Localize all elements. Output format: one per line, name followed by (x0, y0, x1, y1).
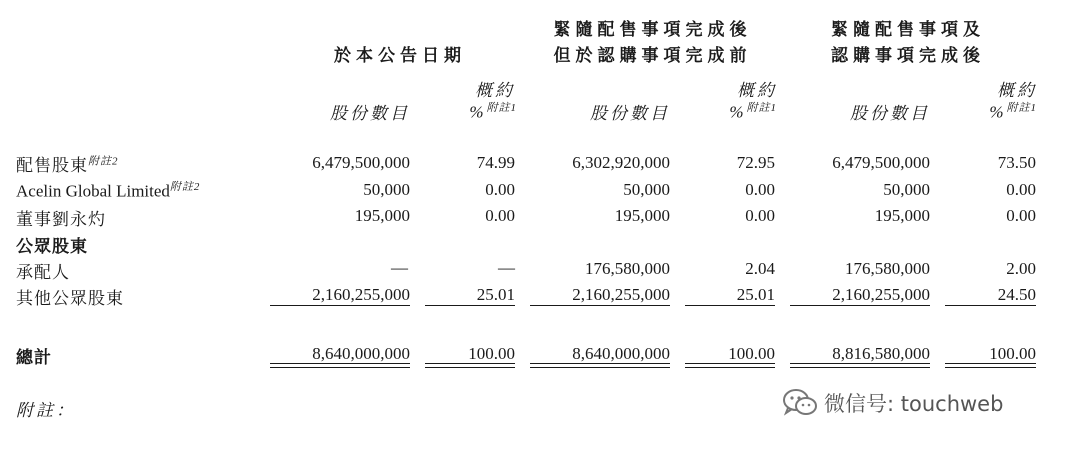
total-rule-g1-pct-b (425, 367, 515, 368)
wechat-icon (782, 388, 818, 418)
subtotal-rule-g1-shares (270, 305, 410, 306)
total-g1-pct: 100.00 (468, 344, 515, 363)
shares-header-g2: 股份數目 (590, 104, 670, 123)
cell-g3-pct: 73.50 (997, 153, 1036, 172)
row-note: 附註2 (88, 155, 119, 168)
row-note: 附註2 (169, 181, 201, 193)
pct-note: 附註1 (746, 102, 777, 114)
total-rule-g3-shares-b (790, 367, 930, 368)
total-g2-shares: 8,640,000,000 (572, 344, 670, 363)
pct-header-g1 (469, 99, 517, 123)
row-label-placees: 承配人 (16, 263, 70, 282)
header-group-1-line-1: 於本公告日期 (334, 46, 466, 65)
cell-g3-shares: 176,580,000 (845, 259, 930, 278)
subtotal-rule-g3-shares (790, 305, 930, 306)
cell-g1-shares: 6,479,500,000 (312, 153, 410, 172)
cell-g2-pct: 72.95 (736, 153, 775, 172)
cell-g3-pct: 24.50 (997, 285, 1036, 304)
cell-g1-shares: 195,000 (354, 206, 410, 225)
total-rule-g3-pct-a (945, 363, 1036, 364)
cell-g2-shares: 50,000 (623, 180, 670, 199)
subtotal-rule-g3-pct (945, 305, 1036, 306)
cell-g2-pct: 0.00 (745, 180, 775, 199)
pct-symbol: % (469, 102, 487, 122)
cell-g3-pct: 0.00 (1006, 206, 1036, 225)
total-rule-g2-shares-b (530, 367, 670, 368)
approx-label-g1: 概約 (475, 81, 515, 100)
cell-g3-pct: 2.00 (1006, 259, 1036, 278)
subtotal-rule-g2-shares (530, 305, 670, 306)
pct-header-g3 (989, 99, 1037, 123)
header-group-3 (808, 17, 1008, 69)
header-group-3-line-1: 緊隨配售事項及 (831, 20, 985, 39)
pct-note: 附註1 (1006, 102, 1037, 114)
total-rule-g3-pct-b (945, 367, 1036, 368)
total-g2-pct: 100.00 (728, 344, 775, 363)
cell-g1-pct: — (498, 258, 515, 277)
cell-g2-shares: 6,302,920,000 (572, 153, 670, 172)
row-label-public-shareholders: 公眾股東 (16, 237, 88, 256)
row-label-text: Acelin Global Limited (16, 181, 170, 201)
total-rule-g2-pct-a (685, 363, 775, 364)
cell-g1-shares: — (391, 258, 408, 277)
total-rule-g2-shares-a (530, 363, 670, 364)
cell-g3-pct: 0.00 (1006, 180, 1036, 199)
header-group-3-line-2: 認購事項完成後 (831, 46, 985, 65)
cell-g1-pct: 0.00 (485, 206, 515, 225)
row-label-total: 總計 (16, 348, 52, 367)
cell-g3-shares: 50,000 (883, 180, 930, 199)
total-g3-pct: 100.00 (989, 344, 1036, 363)
cell-g3-shares: 6,479,500,000 (832, 153, 930, 172)
cell-g2-shares: 195,000 (614, 206, 670, 225)
row-label-text: 配售股東 (16, 156, 88, 175)
total-rule-g2-pct-b (685, 367, 775, 368)
total-rule-g1-shares-a (270, 363, 410, 364)
cell-g1-shares: 50,000 (363, 180, 410, 199)
cell-g1-pct: 74.99 (476, 153, 515, 172)
total-rule-g1-pct-a (425, 363, 515, 364)
pct-symbol: % (729, 102, 747, 122)
header-group-2 (540, 17, 765, 69)
cell-g2-pct: 25.01 (736, 285, 775, 304)
approx-label-g2: 概約 (737, 81, 777, 100)
pct-symbol: % (989, 102, 1007, 122)
cell-g3-shares: 2,160,255,000 (832, 285, 930, 304)
total-rule-g3-shares-a (790, 363, 930, 364)
watermark-text: 微信号: touchweb (824, 392, 1004, 416)
shares-header-g3: 股份數目 (850, 104, 930, 123)
row-label-placing-shareholder (16, 151, 119, 176)
total-g3-shares: 8,816,580,000 (832, 344, 930, 363)
row-label-other-public: 其他公眾股東 (16, 289, 124, 308)
row-label-acelin (16, 178, 200, 202)
cell-g2-shares: 176,580,000 (585, 259, 670, 278)
cell-g2-pct: 2.04 (745, 259, 775, 278)
total-rule-g1-shares-b (270, 367, 410, 368)
total-g1-shares: 8,640,000,000 (312, 344, 410, 363)
cell-g1-pct: 0.00 (485, 180, 515, 199)
cell-g2-shares: 2,160,255,000 (572, 285, 670, 304)
cell-g1-shares: 2,160,255,000 (312, 285, 410, 304)
header-group-2-line-2: 但於認購事項完成前 (553, 46, 752, 65)
row-label-director: 董事劉永灼 (16, 210, 106, 229)
notes-heading: 附註： (16, 401, 76, 420)
watermark (782, 388, 1003, 418)
approx-label-g3: 概約 (997, 81, 1037, 100)
pct-note: 附註1 (486, 102, 517, 114)
cell-g3-shares: 195,000 (874, 206, 930, 225)
pct-header-g2 (729, 99, 777, 123)
cell-g2-pct: 0.00 (745, 206, 775, 225)
shares-header-g1: 股份數目 (330, 104, 410, 123)
header-group-2-line-1: 緊隨配售事項完成後 (553, 20, 752, 39)
subtotal-rule-g1-pct (425, 305, 515, 306)
cell-g1-pct: 25.01 (476, 285, 515, 304)
subtotal-rule-g2-pct (685, 305, 775, 306)
header-group-1 (300, 43, 500, 69)
